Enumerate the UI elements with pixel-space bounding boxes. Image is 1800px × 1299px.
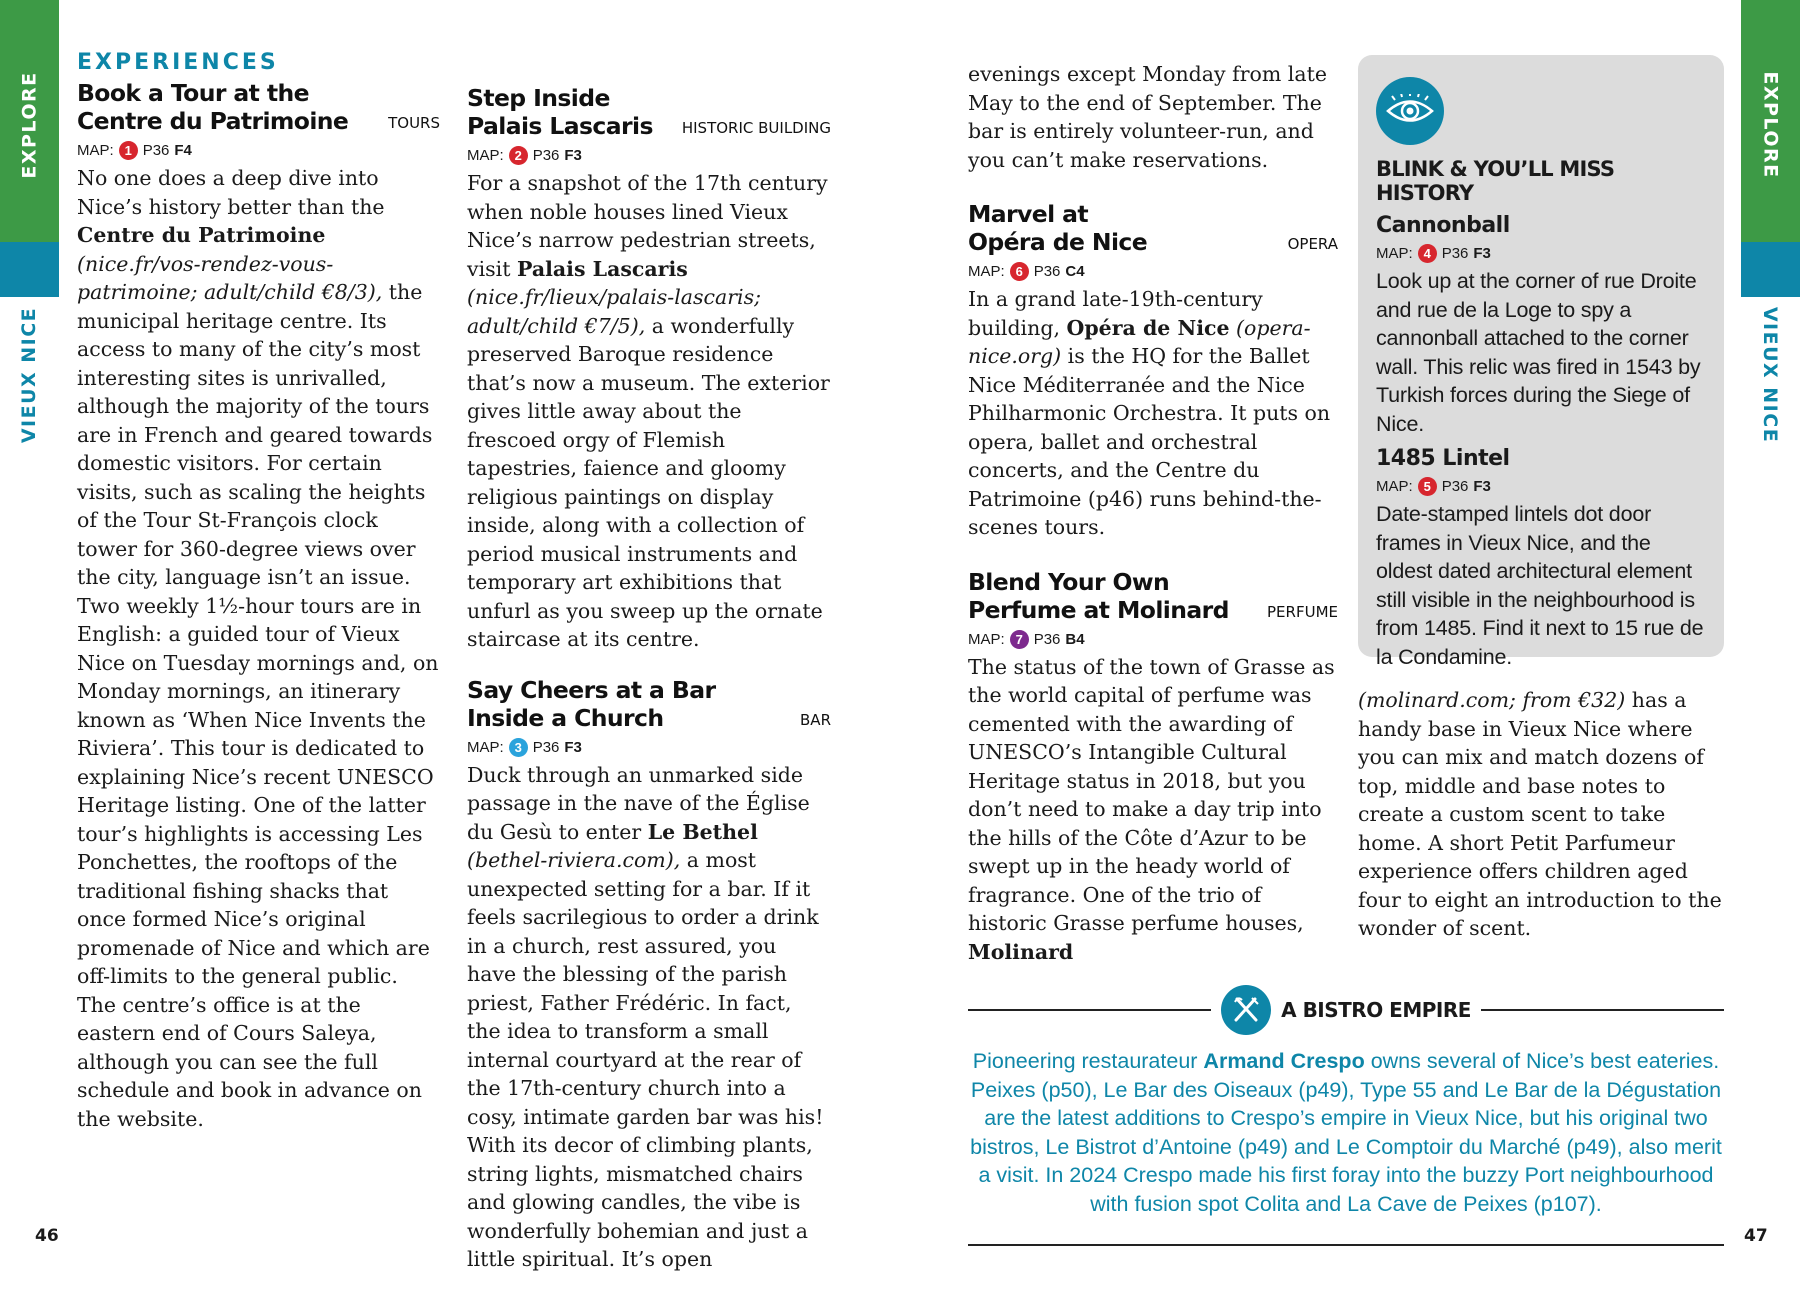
entry-header: [968, 568, 1338, 624]
entry: [968, 568, 1338, 967]
map-reference[interactable]: MAP: 3 P36 F3: [467, 738, 582, 756]
entry: [968, 200, 1338, 542]
entry-category: PERFUME: [1267, 602, 1338, 621]
eye-icon-svg: [1385, 94, 1435, 128]
entry-category: BAR: [800, 710, 831, 729]
column-4: [1358, 686, 1724, 943]
map-reference[interactable]: MAP: 2 P36 F3: [467, 147, 582, 164]
map-marker-icon: 4: [1418, 244, 1437, 263]
entry-body: The status of the town of Grasse as the world capital of perfume was cemented with the awarding of UNESCO’s Intangible Cultural Heritage status in 2018, but you don’t need to make a day trip into the hills of the Côte d’Azur to be swept up in the heady world of fragrance. One of the trio of historic Grasse perfume houses, Molinard: [968, 654, 1335, 964]
page-number-left: 46: [35, 1226, 59, 1246]
entry-category: HISTORIC BUILDING: [681, 119, 831, 137]
entry-body: Duck through an unmarked side passage in the nave of the Église du Gesù to enter Le Bethel (bethel-riviera.com), a most unexpected setting for a bar. If it feels sacrilegious to order a drink in a church, rest assured, you have the blessing of the parish priest, Father Frédéric. In fact, the idea to transform a small internal courtyard at the rear of the 17th-century church into a cosy, intimate garden bar was his! With its decor of climbing plants, string lights, mismatched chairs and glowing candles, the vibe is wonderfully bohemian and just a little spiritual. It’s open: [467, 762, 824, 1271]
entry-title: Step Inside Palais Lascaris: [467, 84, 653, 140]
cutlery-icon: [1221, 985, 1271, 1035]
box-item-title: Cannonball: [1376, 213, 1510, 238]
box-item-text: Date-stamped lintels dot door frames in Vieux Nice, and the oldest dated architectural element still visible in the neighbourhood is from 1485. Find it next to 15 rue de la Condamine.: [1376, 502, 1704, 669]
entry-title: Marvel at Opéra de Nice: [968, 200, 1148, 256]
section-title: EXPERIENCES: [77, 50, 279, 75]
entry-category: TOURS: [388, 114, 440, 132]
history-box: [1358, 55, 1724, 669]
map-marker-icon: 3: [509, 738, 528, 757]
map-reference[interactable]: MAP: 7 P36 B4: [968, 630, 1085, 648]
entry-title: Book a Tour at the Centre du Patrimoine: [77, 79, 349, 135]
area-label: VIEUX NICE: [18, 306, 41, 444]
page-number-right: 47: [1744, 1226, 1768, 1246]
divider: [968, 1009, 1211, 1011]
map-reference[interactable]: MAP: 1 P36 F4: [77, 142, 192, 159]
entry-body-continued: evenings except Monday from late May to the end of September. The bar is entirely volunteer-run, and you can’t make reservations.: [968, 62, 1327, 172]
entry-header: [968, 200, 1338, 256]
explore-label: EXPLORE: [18, 71, 41, 179]
area-band: [1741, 242, 1800, 297]
map-marker-icon: 1: [119, 141, 138, 160]
map-marker-icon: 7: [1010, 630, 1029, 649]
entry-body: No one does a deep dive into Nice’s history better than the Centre du Patrimoine (nice.fr/vos-rendez-vous-patrimoine; adult/child €8/3), the municipal heritage centre. Its access to many of the city’s most interesting sites is unrivalled, although the majority of the tours are in French and geared towards domestic visitors. For certain visits, such as scaling the heights of the Tour St-François clock tower for 360-degree views over the city, language isn’t an issue. Two weekly 1½-hour tours are in English: a guided tour of Vieux Nice on Tuesday mornings and, on Monday mornings, an itinerary known as ‘When Nice Invents the Riviera’. This tour is dedicated to explaining Nice’s recent UNESCO Heritage listing. One of the latter tour’s highlights is accessing Les Ponchettes, the rooftops of the traditional fishing shacks that once formed Nice’s original promenade of Nice and which are off-limits to the general public. The centre’s office is at the eastern end of Cours Saleya, although you can see the full schedule and book in advance on the website.: [77, 166, 439, 1131]
bistro-text: Pioneering restaurateur Armand Crespo owns several of Nice’s best eateries. Peixes (p50), Le Bar des Oiseaux (p49), Type 55 and Le Bar de la Dégustation are the latest additions to Crespo’s empire in Vieux Nice, but his original two bistros, Le Bistrot d’Antoine (p49) and Le Comptoir du Marché (p49), also merit a visit. In 2024 Crespo made his first foray into the buzzy Port neighbourhood with fusion spot Colita and La Cave de Peixes (p107).: [970, 1049, 1722, 1216]
divider: [1481, 1009, 1724, 1011]
bistro-box: [968, 985, 1724, 1218]
box-heading: BLINK & YOU’LL MISS HISTORY: [1376, 157, 1615, 205]
entry-body: For a snapshot of the 17th century when noble houses lined Vieux Nice’s narrow pedestrian streets, visit Palais Lascaris (nice.fr/lieux/palais-lascaris; adult/child €7/5), a wonderfully preserved Baroque residence that’s now a museum. The exterior gives little away about the frescoed orgy of Flemish tapestries, faience and gloomy religious paintings on display inside, along with a collection of period musical instruments and temporary art exhibitions that unfurl as you sweep up the ornate staircase at its centre.: [467, 171, 830, 651]
map-marker-icon: 2: [509, 146, 528, 165]
entry-category: OPERA: [1287, 235, 1338, 253]
entry-body: In a grand late-19th-century building, Opéra de Nice (opera-nice.org) is the HQ for the Ballet Nice Méditerranée and the Nice Philharmonic Orchestra. It puts on opera, ballet and orchestral concerts, and the Centre du Patrimoine (p46) runs behind-the-scenes tours.: [968, 287, 1331, 539]
bottom-divider: [968, 1244, 1724, 1246]
entry-title: Say Cheers at a Bar Inside a Church: [467, 675, 716, 732]
map-reference[interactable]: MAP: 5 P36 F3: [1376, 478, 1491, 495]
map-marker-icon: 5: [1418, 477, 1437, 496]
entry-header: [467, 676, 831, 732]
column-1: [77, 50, 440, 1133]
area-label: VIEUX NICE: [1759, 306, 1782, 444]
map-marker-icon: 6: [1010, 262, 1029, 281]
map-reference[interactable]: MAP: 6 P36 C4: [968, 263, 1085, 280]
area-band: [0, 242, 59, 297]
bistro-header: [968, 985, 1724, 1035]
explore-label: EXPLORE: [1759, 71, 1782, 179]
entry-body-continued: (molinard.com; from €32) has a handy base in Vieux Nice where you can mix and match dozens of top, middle and base notes to create a custom scent to take home. A short Petit Parfumeur experience offers children aged four to eight an introduction to the wonder of scent.: [1358, 688, 1722, 940]
column-2: [467, 84, 831, 1274]
map-reference[interactable]: MAP: 4 P36 F3: [1376, 245, 1491, 262]
eye-icon: [1376, 77, 1444, 145]
entry-title: Blend Your Own Perfume at Molinard: [968, 567, 1229, 624]
bistro-heading: A BISTRO EMPIRE: [1281, 998, 1471, 1022]
column-3: [968, 60, 1338, 966]
cutlery-icon-svg: [1230, 994, 1262, 1026]
entry-header: [77, 79, 440, 135]
entry-header: [467, 84, 831, 140]
entry: [467, 676, 831, 1274]
box-item-text: Look up at the corner of rue Droite and rue de la Loge to spy a cannonball attached to the corner wall. This relic was fired in 1543 by Turkish forces during the Siege of Nice.: [1376, 269, 1701, 436]
box-item-title: 1485 Lintel: [1376, 446, 1510, 471]
